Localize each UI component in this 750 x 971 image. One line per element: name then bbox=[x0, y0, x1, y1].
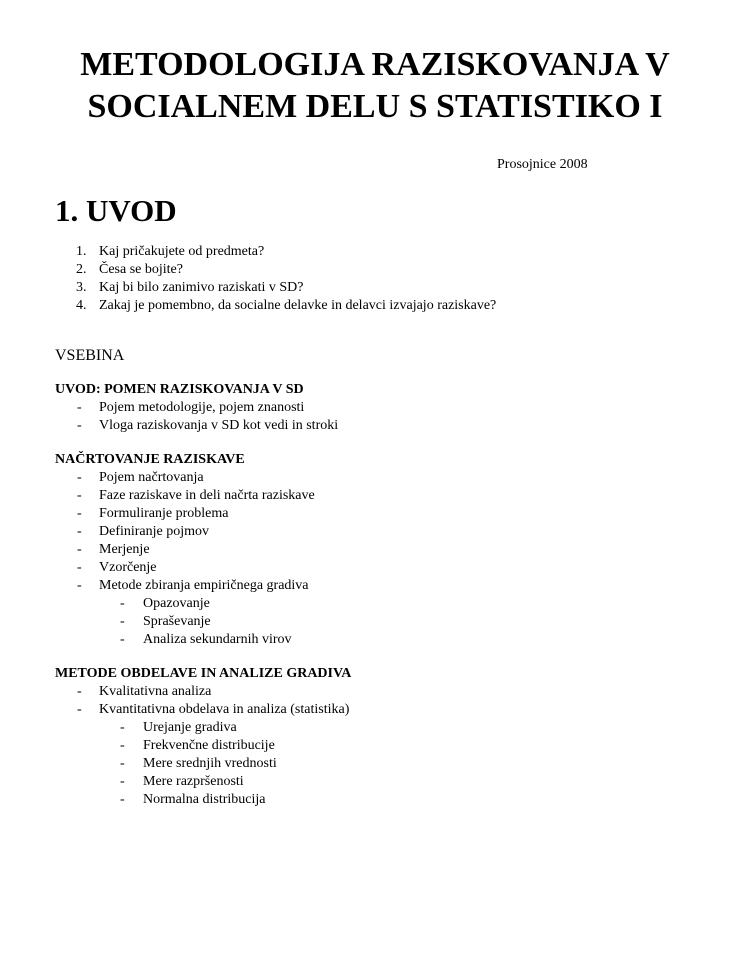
question-number: 3. bbox=[76, 280, 87, 295]
section-uvod bbox=[55, 381, 705, 435]
contents-heading: VSEBINA bbox=[55, 347, 125, 364]
sub-list-item-text: Opazovanje bbox=[143, 596, 210, 611]
question-item bbox=[0, 297, 496, 315]
sub-list-item bbox=[55, 595, 705, 613]
topic-list bbox=[55, 683, 705, 719]
dash-bullet: - bbox=[77, 542, 82, 557]
subtopic-list bbox=[55, 595, 705, 649]
list-item bbox=[55, 559, 705, 577]
sub-list-item-text: Analiza sekundarnih virov bbox=[143, 632, 292, 647]
list-item-text: Vloga raziskovanja v SD kot vedi in stroki bbox=[99, 418, 339, 433]
dash-bullet: - bbox=[120, 792, 125, 807]
contents bbox=[55, 346, 705, 825]
sub-list-item bbox=[55, 719, 705, 737]
section-metode-obdelave bbox=[55, 665, 705, 809]
dash-bullet: - bbox=[120, 596, 125, 611]
sub-list-item bbox=[55, 791, 705, 809]
list-item-text: Pojem metodologije, pojem znanosti bbox=[99, 400, 305, 415]
section-title: NAČRTOVANJE RAZISKAVE bbox=[55, 452, 245, 467]
question-item bbox=[0, 243, 496, 261]
subtitle: Prosojnice 2008 bbox=[497, 157, 588, 172]
dash-bullet: - bbox=[77, 400, 82, 415]
list-item bbox=[55, 541, 705, 559]
sub-list-item bbox=[55, 737, 705, 755]
sub-list-item-text: Urejanje gradiva bbox=[143, 720, 237, 735]
list-item-text: Faze raziskave in deli načrta raziskave bbox=[99, 488, 315, 503]
list-item bbox=[55, 399, 705, 417]
question-item bbox=[0, 261, 496, 279]
list-item bbox=[55, 487, 705, 505]
question-list bbox=[0, 243, 496, 315]
question-text: Zakaj je pomembno, da socialne delavke in delavci izvajajo raziskave? bbox=[99, 298, 497, 313]
dash-bullet: - bbox=[77, 418, 82, 433]
sub-list-item-text: Normalna distribucija bbox=[143, 792, 266, 807]
topic-list bbox=[55, 399, 705, 435]
section-title: UVOD: POMEN RAZISKOVANJA V SD bbox=[55, 382, 304, 397]
list-item-text: Pojem načrtovanja bbox=[99, 470, 204, 485]
sub-list-item bbox=[55, 613, 705, 631]
list-item-text: Vzorčenje bbox=[99, 560, 157, 575]
list-item-text: Kvalitativna analiza bbox=[99, 684, 212, 699]
question-item bbox=[0, 279, 496, 297]
dash-bullet: - bbox=[77, 702, 82, 717]
dash-bullet: - bbox=[120, 738, 125, 753]
list-item-text: Kvantitativna obdelava in analiza (statistika) bbox=[99, 702, 350, 717]
list-item-text: Metode zbiranja empiričnega gradiva bbox=[99, 578, 309, 593]
list-item-text: Formuliranje problema bbox=[99, 506, 229, 521]
list-item bbox=[55, 577, 705, 595]
title-line-1: METODOLOGIJA RAZISKOVANJA V bbox=[80, 46, 670, 83]
dash-bullet: - bbox=[77, 578, 82, 593]
dash-bullet: - bbox=[77, 470, 82, 485]
list-item bbox=[55, 505, 705, 523]
question-text: Česa se bojite? bbox=[99, 262, 183, 277]
dash-bullet: - bbox=[77, 506, 82, 521]
question-text: Kaj pričakujete od predmeta? bbox=[99, 244, 265, 259]
list-item bbox=[55, 417, 705, 435]
list-item bbox=[55, 683, 705, 701]
sub-list-item bbox=[55, 755, 705, 773]
sub-list-item-text: Spraševanje bbox=[143, 614, 211, 629]
dash-bullet: - bbox=[77, 560, 82, 575]
question-text: Kaj bi bilo zanimivo raziskati v SD? bbox=[99, 280, 304, 295]
list-item bbox=[55, 469, 705, 487]
dash-bullet: - bbox=[120, 614, 125, 629]
sub-list-item-text: Mere srednjih vrednosti bbox=[143, 756, 277, 771]
title-line-2: SOCIALNEM DELU S STATISTIKO I bbox=[87, 88, 663, 125]
sub-list-item bbox=[55, 631, 705, 649]
dash-bullet: - bbox=[77, 524, 82, 539]
dash-bullet: - bbox=[120, 774, 125, 789]
dash-bullet: - bbox=[120, 756, 125, 771]
sub-list-item bbox=[55, 773, 705, 791]
question-number: 2. bbox=[76, 262, 87, 277]
list-item bbox=[55, 701, 705, 719]
section-heading-uvod: 1. UVOD bbox=[55, 193, 177, 228]
dash-bullet: - bbox=[77, 684, 82, 699]
question-number: 4. bbox=[76, 298, 87, 313]
question-number: 1. bbox=[76, 244, 87, 259]
section-nacrtovanje bbox=[55, 451, 705, 649]
document-title bbox=[0, 44, 750, 128]
subtopic-list bbox=[55, 719, 705, 809]
dash-bullet: - bbox=[120, 632, 125, 647]
dash-bullet: - bbox=[120, 720, 125, 735]
list-item bbox=[55, 523, 705, 541]
dash-bullet: - bbox=[77, 488, 82, 503]
section-title: METODE OBDELAVE IN ANALIZE GRADIVA bbox=[55, 666, 352, 681]
sub-list-item-text: Frekvenčne distribucije bbox=[143, 738, 275, 753]
list-item-text: Merjenje bbox=[99, 542, 150, 557]
list-item-text: Definiranje pojmov bbox=[99, 524, 210, 539]
sub-list-item-text: Mere razpršenosti bbox=[143, 774, 244, 789]
topic-list bbox=[55, 469, 705, 595]
